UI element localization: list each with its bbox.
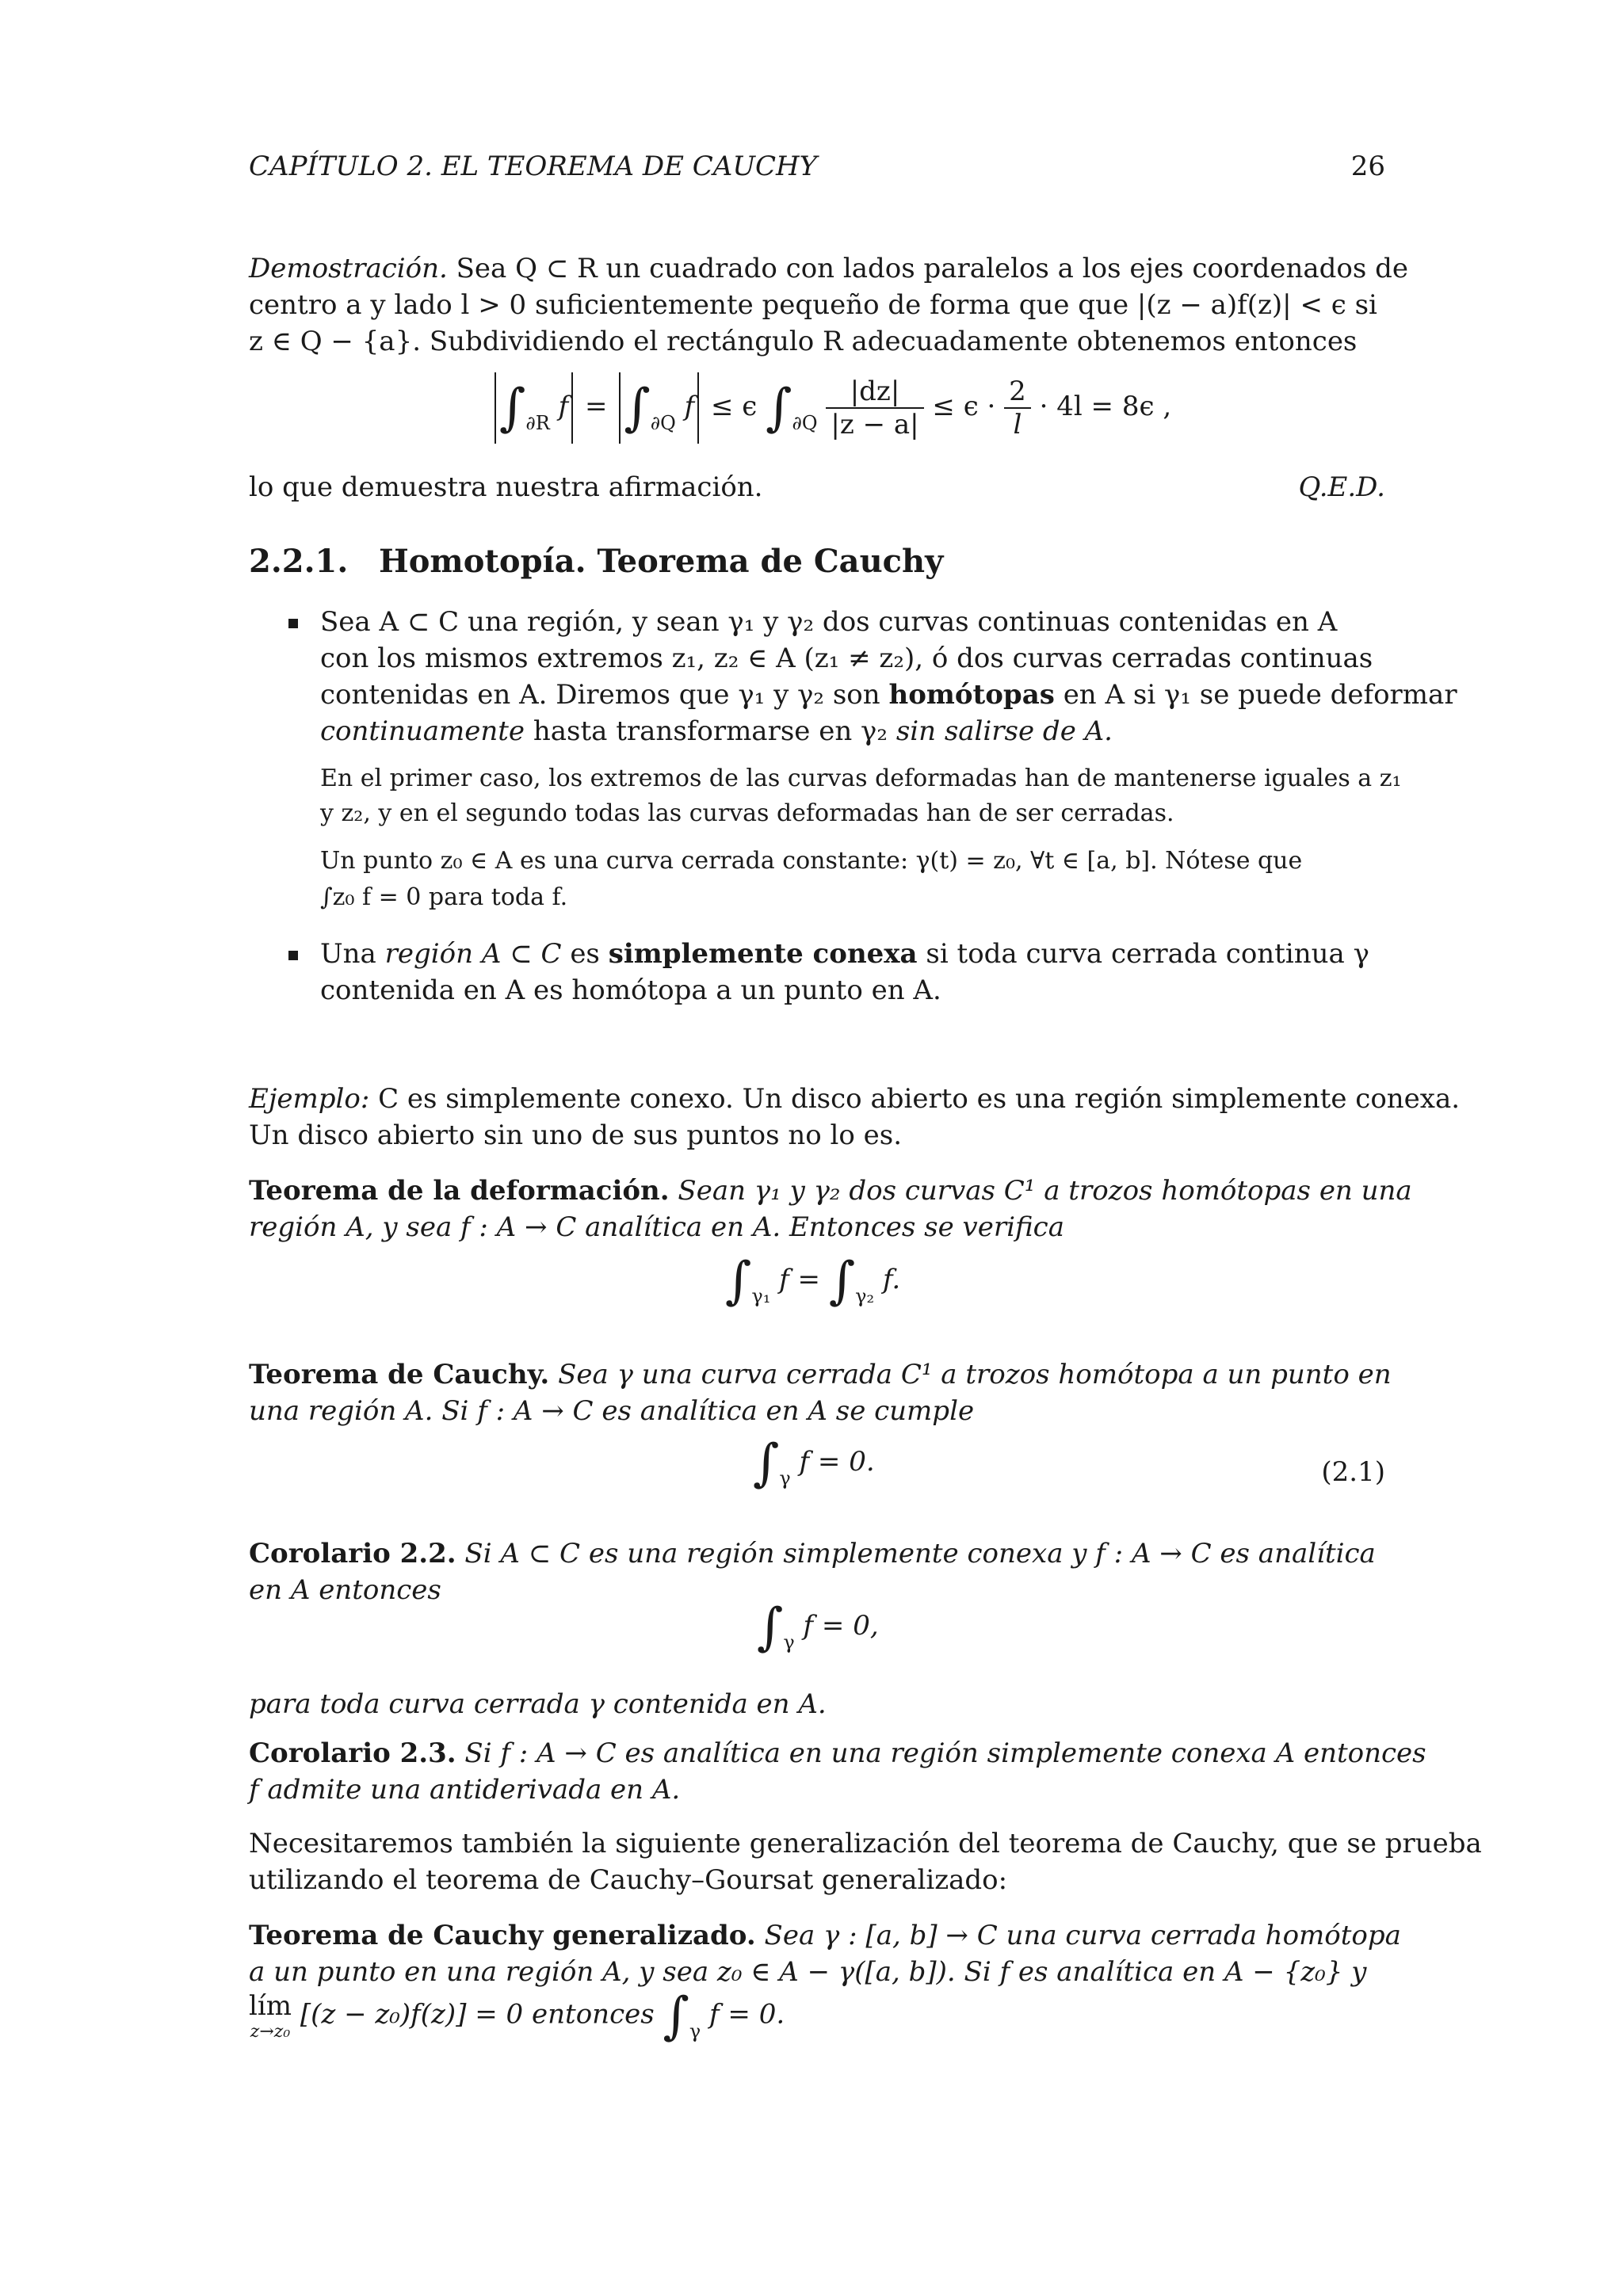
general-line-1: Teorema de Cauchy generalizado. Sea γ : [a, b] → C una curva cerrada homótopa bbox=[249, 1920, 1401, 1951]
page-number: 26 bbox=[1350, 151, 1385, 182]
cor22-equation: $\int_\gamma$ f = 0, bbox=[757, 1598, 879, 1657]
proof-line-3: z ∈ Q − {a}. Subdividiendo el rectángulo R adecuadamente obtenemos entonces bbox=[249, 326, 1358, 357]
deformation-line-2: región A, y sea f : A → C analítica en A. Entonces se verifica bbox=[249, 1211, 1064, 1243]
general-line-2: a un punto en una región A, y sea z₀ ∈ A − γ([a, b]). Si f es analítica en A − {z₀} y bbox=[249, 1956, 1367, 1988]
term-homotopas: homótopas bbox=[888, 679, 1055, 711]
sub-dQ: ∂Q bbox=[650, 412, 676, 434]
proof-label: Demostración. bbox=[249, 253, 448, 284]
section-title: Homotopía. Teorema de Cauchy bbox=[378, 543, 944, 580]
cor22-label: Corolario 2.2. bbox=[249, 1538, 456, 1569]
proof-text-1: Sea Q ⊂ R un cuadrado con lados paralelos a los ejes coordenados de bbox=[456, 253, 1409, 284]
bullet1-line-3: contenidas en A. Diremos que γ₁ y γ₂ son homótopas en A si γ₁ se puede deformar bbox=[320, 679, 1457, 711]
section-heading bbox=[249, 543, 943, 580]
para-line-1: Necesitaremos también la siguiente generalización del teorema de Cauchy, que se prueba bbox=[249, 1828, 1482, 1859]
section-number: 2.2.1. bbox=[249, 543, 349, 580]
cor23-label: Corolario 2.3. bbox=[249, 1737, 456, 1769]
sub-dR: ∂R bbox=[525, 412, 550, 434]
running-header bbox=[249, 151, 1385, 190]
bullet1-note-3: Un punto z₀ ∈ A es una curva cerrada constante: γ(t) = z₀, ∀t ∈ [a, b]. Nótese que bbox=[320, 847, 1303, 875]
cor22-line-2: en A entonces bbox=[249, 1574, 441, 1606]
cor23-line-2: f admite una antiderivada en A. bbox=[249, 1774, 681, 1806]
bullet-marker-1 bbox=[288, 619, 298, 628]
example-label: Ejemplo: bbox=[249, 1083, 370, 1115]
lim-operator: lím bbox=[249, 1990, 292, 2022]
cauchy-equation: $\int_\gamma$ f = 0. bbox=[753, 1434, 875, 1493]
deformation-equation: $\int_{\gamma_1}$ $f = \int_{\gamma_2}$ f. bbox=[725, 1252, 901, 1310]
qed-mark: Q.E.D. bbox=[1298, 471, 1385, 503]
term-simplemente-conexa: simplemente conexa bbox=[608, 938, 918, 970]
cor22-line-3: para toda curva cerrada γ contenida en A. bbox=[249, 1688, 827, 1720]
example-line-1: Ejemplo: C es simplemente conexo. Un disco abierto es una región simplemente conexa. bbox=[249, 1083, 1461, 1115]
bullet-marker-2 bbox=[288, 951, 298, 960]
cauchy-line-2: una región A. Si f : A → C es analítica en A se cumple bbox=[249, 1395, 975, 1427]
bullet1-line-2: con los mismos extremos z₁, z₂ ∈ A (z₁ ≠ z₂), ó dos curvas cerradas continuas bbox=[320, 643, 1373, 674]
equation-number: (2.1) bbox=[1321, 1456, 1385, 1488]
cor23-line-1: Corolario 2.3. Si f : A → C es analítica en una región simplemente conexa A entonces bbox=[249, 1737, 1426, 1769]
lim-subscript: z→z₀ bbox=[250, 2022, 291, 2042]
fraction-2-l: $\frac{2}{l}$ bbox=[1004, 376, 1031, 441]
cor22-line-1: Corolario 2.2. Si A ⊂ C es una región simplemente conexa y f : A → C es analítica bbox=[249, 1538, 1376, 1569]
deformation-label: Teorema de la deformación. bbox=[249, 1175, 670, 1207]
proof-equation: $\int_{\partial R}$ $f = \int_{\partial Q}$ f ≤ ϵ $\int_{\partial Q}$ $\frac{|dz|}{|z - a|}$ ≤ ϵ · $\frac{2}{l}$ · 4l = 8ϵ , bbox=[491, 372, 1171, 444]
bullet1-note-4: ∫z₀ f = 0 para toda f. bbox=[320, 883, 568, 911]
cauchy-label: Teorema de Cauchy. bbox=[249, 1359, 550, 1390]
bullet1-line-4: continuamente hasta transformarse en γ₂ sin salirse de A. bbox=[320, 715, 1113, 747]
proof-line-2: centro a y lado l > 0 suficientemente pequeño de forma que que |(z − a)f(z)| < ϵ si bbox=[249, 289, 1377, 321]
proof-line-1 bbox=[249, 250, 1408, 287]
proof-conclusion: lo que demuestra nuestra afirmación. bbox=[249, 471, 763, 503]
example-line-2: Un disco abierto sin uno de sus puntos no lo es. bbox=[249, 1119, 903, 1151]
general-label: Teorema de Cauchy generalizado. bbox=[249, 1920, 756, 1951]
chapter-title: CAPÍTULO 2. EL TEOREMA DE CAUCHY bbox=[249, 151, 818, 182]
deformation-line-1: Teorema de la deformación. Sean γ₁ y γ₂ dos curvas C¹ a trozos homótopas en una bbox=[249, 1175, 1412, 1207]
bullet1-line-1: Sea A ⊂ C una región, y sean γ₁ y γ₂ dos curvas continuas contenidas en A bbox=[320, 606, 1338, 638]
bullet1-note-1: En el primer caso, los extremos de las curvas deformadas han de mantenerse iguales a z₁ bbox=[320, 765, 1402, 792]
bullet1-note-2: y z₂, y en el segundo todas las curvas deformadas han de ser cerradas. bbox=[320, 799, 1174, 827]
sub-dQ-2: ∂Q bbox=[792, 412, 818, 434]
cauchy-line-1: Teorema de Cauchy. Sea γ una curva cerrada C¹ a trozos homótopa a un punto en bbox=[249, 1359, 1392, 1390]
general-equation: lím z→z₀ [(z − z₀)f(z)] = 0 entonces $\int_\gamma$ f = 0. bbox=[249, 1986, 785, 2046]
bullet2-line-2: contenida en A es homótopa a un punto en A. bbox=[320, 974, 941, 1006]
eq-tail: · 4l = 8ϵ , bbox=[1039, 391, 1172, 422]
bullet2-line-1: Una región A ⊂ C es simplemente conexa si toda curva cerrada continua γ bbox=[320, 938, 1369, 970]
para-line-2: utilizando el teorema de Cauchy–Goursat generalizado: bbox=[249, 1864, 1008, 1896]
fraction-dz: $\frac{|dz|}{|z - a|}$ bbox=[826, 376, 923, 441]
proof-conclusion-line bbox=[249, 469, 1385, 505]
